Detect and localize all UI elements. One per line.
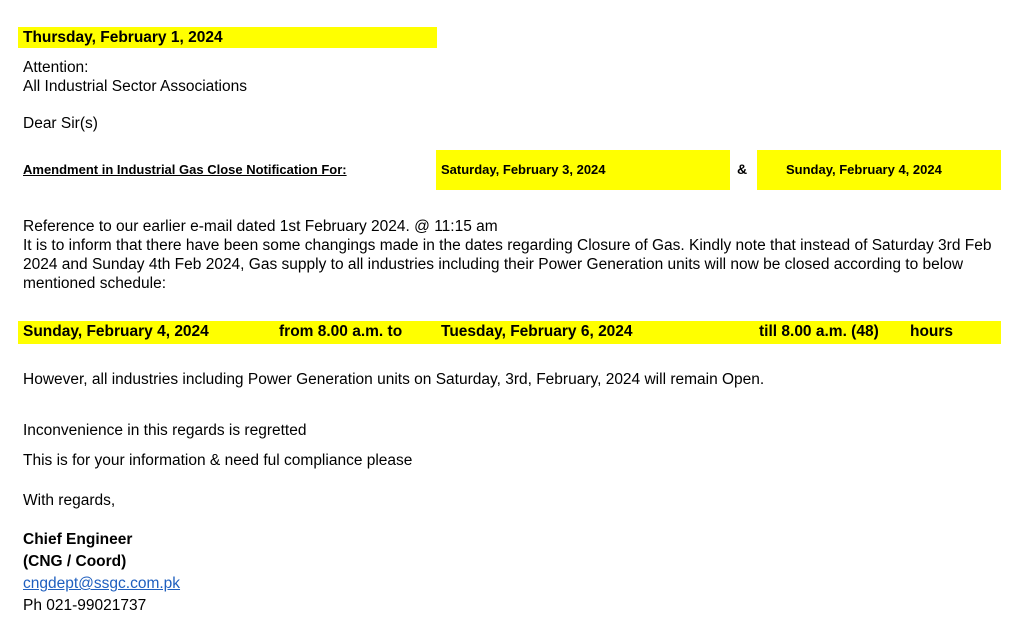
- signature-title: Chief Engineer: [23, 531, 133, 548]
- schedule-from-time: from 8.00 a.m. to: [279, 323, 403, 340]
- closing-regards: With regards,: [23, 492, 116, 509]
- salutation: Dear Sir(s): [23, 115, 98, 132]
- schedule-to-date: Tuesday, February 6, 2024: [441, 323, 633, 340]
- amendment-date1: Saturday, February 3, 2024: [441, 162, 606, 177]
- signature-email-link[interactable]: cngdept@ssgc.com.pk: [23, 575, 181, 592]
- amendment-label: Amendment in Industrial Gas Close Notification For:: [23, 162, 347, 177]
- schedule-from-date: Sunday, February 4, 2024: [23, 323, 209, 340]
- amendment-date2: Sunday, February 4, 2024: [786, 162, 942, 177]
- signature-phone: Ph 021-99021737: [23, 597, 147, 614]
- letter-date: Thursday, February 1, 2024: [23, 29, 223, 46]
- compliance-line: This is for your information & need ful compliance please: [23, 452, 413, 469]
- amendment-connector: &: [737, 161, 748, 177]
- recipient-name: All Industrial Sector Associations: [23, 78, 247, 95]
- reference-line: Reference to our earlier e-mail dated 1st February 2024. @ 11:15 am: [23, 218, 498, 235]
- body-paragraph: It is to inform that there have been some changings made in the dates regarding Closure of Gas. Kindly note that instead of Saturday 3rd Feb 2024 and Sunday 4th Feb 2024, Gas supply to all industries including their Power Generation units will now be closed according to below mentioned schedule:: [23, 237, 992, 292]
- open-notice: However, all industries including Power Generation units on Saturday, 3rd, February, 2024 will remain Open.: [23, 371, 765, 388]
- regret-line: Inconvenience in this regards is regretted: [23, 422, 307, 439]
- attention-label: Attention:: [23, 59, 89, 76]
- schedule-till-time: till 8.00 a.m. (48): [759, 323, 879, 340]
- schedule-hours-unit: hours: [910, 323, 954, 340]
- signature-department: (CNG / Coord): [23, 553, 127, 570]
